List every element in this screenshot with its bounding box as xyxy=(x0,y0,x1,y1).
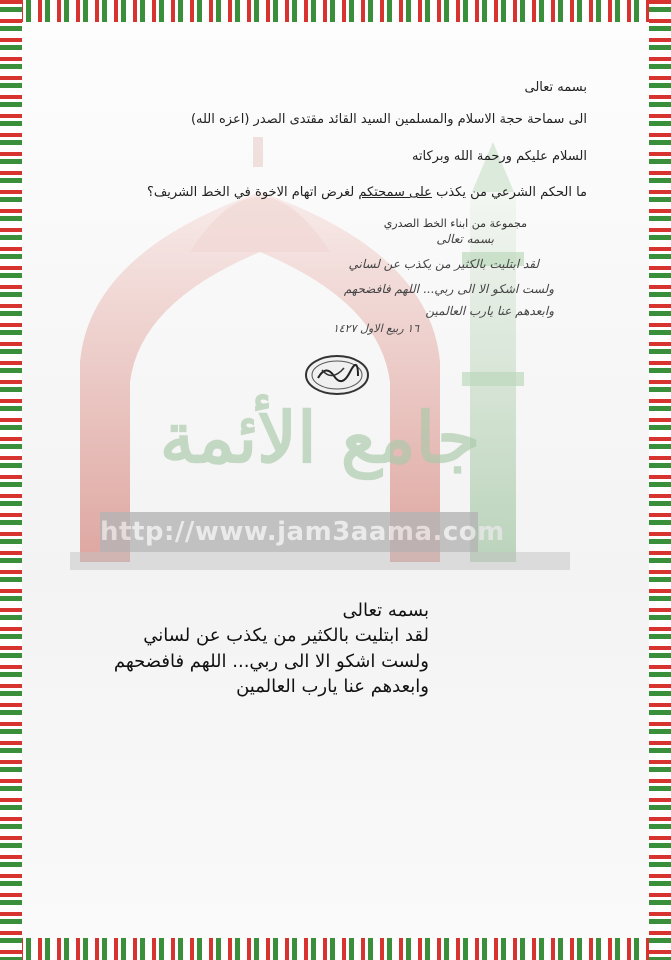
letter-greeting: السلام عليكم ورحمة الله وبركاته xyxy=(411,149,587,164)
question-text-end: لغرض اتهام الاخوة في الخط الشريف؟ xyxy=(146,185,359,200)
seal-stamp-icon xyxy=(304,354,370,396)
letter-basmala: بسمه تعالى xyxy=(524,80,587,95)
watermark-logo-text: جامع الأئمة xyxy=(159,396,481,479)
document-page xyxy=(22,22,649,938)
letter-question xyxy=(147,185,587,200)
decorative-border-right xyxy=(649,0,671,960)
handwritten-line-2: لقد ابتليت بالكثير من يكذب عن لساني xyxy=(348,257,539,271)
handwritten-line-4: وابعدهم عنا يارب العالمين xyxy=(425,304,554,318)
typed-reply-line-4: وابعدهم عنا يارب العالمين xyxy=(236,676,429,697)
handwritten-basmala: بسمه تعالى xyxy=(436,232,494,246)
decorative-border-left xyxy=(0,0,22,960)
typed-reply-line-3: ولست اشكو الا الى ربي... اللهم فافضحهم xyxy=(113,651,429,672)
letter-signature: مجموعة من ابناء الخط الصدري xyxy=(383,217,527,230)
typed-reply-line-2: لقد ابتليت بالكثير من يكذب عن لساني xyxy=(143,625,429,646)
handwritten-date: ١٦ ربيع الاول ١٤٢٧ xyxy=(332,322,419,335)
decorative-border-bottom xyxy=(0,938,671,960)
question-underlined: على سمحتكم xyxy=(358,185,432,200)
typed-reply-basmala: بسمه تعالى xyxy=(342,600,429,621)
handwritten-line-3: ولست اشكو الا الى ربي... اللهم فافضحهم xyxy=(343,282,554,296)
decorative-border-top xyxy=(0,0,671,22)
watermark-url: http://www.jam3aama.com xyxy=(100,512,478,552)
question-text-start: ما الحكم الشرعي من يكذب xyxy=(431,185,587,200)
letter-address: الى سماحة حجة الاسلام والمسلمين السيد القائد مقتدى الصدر (اعزه الله) xyxy=(190,112,587,127)
